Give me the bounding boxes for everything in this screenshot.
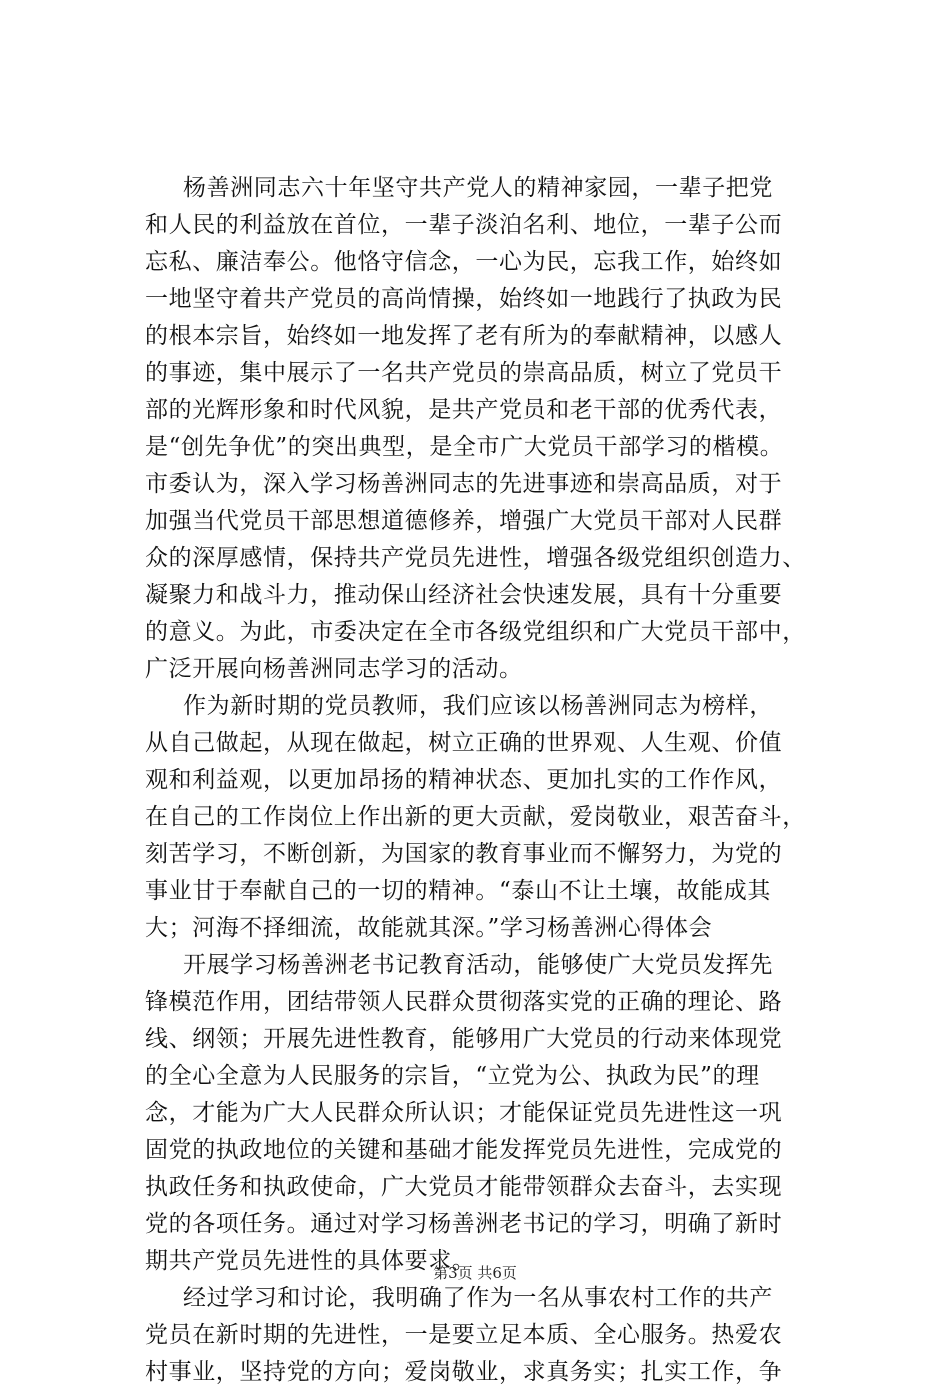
paragraph-line: 众的深厚感情，保持共产党员先进性，增强各级党组织创造力、 — [145, 545, 806, 571]
paragraph-line: 市委认为，深入学习杨善洲同志的先进事迹和崇高品质，对于 — [145, 471, 783, 497]
paragraph-line: 经过学习和讨论，我明确了作为一名从事农村工作的共产 — [183, 1285, 773, 1311]
paragraph-line: 加强当代党员干部思想道德修养，增强广大党员干部对人民群 — [145, 508, 783, 534]
paragraph-line: 党员在新时期的先进性，一是要立足本质、全心服务。热爱农 — [145, 1322, 783, 1348]
paragraph-line: 刻苦学习，不断创新，为国家的教育事业而不懈努力，为党的 — [145, 841, 783, 867]
paragraph-line: 的根本宗旨，始终如一地发挥了老有所为的奉献精神，以感人 — [145, 323, 783, 349]
paragraph-line: 凝聚力和战斗力，推动保山经济社会快速发展，具有十分重要 — [145, 582, 783, 608]
paragraph-line: 在自己的工作岗位上作出新的更大贡献，爱岗敬业，艰苦奋斗， — [145, 804, 806, 830]
paragraph-line: 的意义。为此，市委决定在全市各级党组织和广大党员干部中， — [145, 619, 806, 645]
paragraph-line: 和人民的利益放在首位，一辈子淡泊名利、地位，一辈子公而 — [145, 212, 783, 238]
paragraph-line: 观和利益观，以更加昂扬的精神状态、更加扎实的工作作风， — [145, 767, 783, 793]
document-body — [145, 170, 815, 1391]
paragraph-line: 的全心全意为人民服务的宗旨，“立党为公、执政为民”的理 — [145, 1063, 760, 1089]
paragraph-line: 党的各项任务。通过对学习杨善洲老书记的学习，明确了新时 — [145, 1211, 783, 1237]
paragraph-line: 是“创先争优”的突出典型，是全市广大党员干部学习的楷模。 — [145, 434, 784, 460]
paragraph-line: 杨善洲同志六十年坚守共产党人的精神家园，一辈子把党 — [183, 175, 773, 201]
paragraph-line: 作为新时期的党员教师，我们应该以杨善洲同志为榜样， — [183, 693, 773, 719]
page-number-footer: 第3页 共6页 — [433, 1264, 517, 1282]
paragraph-line: 部的光辉形象和时代风貌，是共产党员和老干部的优秀代表， — [145, 397, 783, 423]
paragraph-line: 大；河海不择细流，故能就其深。”学习杨善洲心得体会 — [145, 915, 713, 941]
paragraph-line: 线、纲领；开展先进性教育，能够用广大党员的行动来体现党 — [145, 1026, 783, 1052]
paragraph-line: 期共产党员先进性的具体要求。 — [145, 1248, 476, 1274]
paragraph-line: 广泛开展向杨善洲同志学习的活动。 — [145, 656, 523, 682]
paragraph-line: 从自己做起，从现在做起，树立正确的世界观、人生观、价值 — [145, 730, 783, 756]
paragraph-line: 执政任务和执政使命，广大党员才能带领群众去奋斗，去实现 — [145, 1174, 783, 1200]
paragraph-line: 忘私、廉洁奉公。他恪守信念，一心为民，忘我工作，始终如 — [145, 249, 783, 275]
paragraph-line: 一地坚守着共产党员的高尚情操，始终如一地践行了执政为民 — [145, 286, 783, 312]
paragraph-line: 念，才能为广大人民群众所认识；才能保证党员先进性这一巩 — [145, 1100, 783, 1126]
paragraph-line: 固党的执政地位的关键和基础才能发挥党员先进性，完成党的 — [145, 1137, 783, 1163]
paragraph-line: 的事迹，集中展示了一名共产党员的崇高品质，树立了党员干 — [145, 360, 783, 386]
paragraph-line: 事业甘于奉献自己的一切的精神。“泰山不让土壤，故能成其 — [145, 878, 771, 904]
paragraph-line: 村事业，坚持党的方向；爱岗敬业，求真务实；扎实工作，争 — [145, 1359, 783, 1385]
paragraph-line: 锋模范作用，团结带领人民群众贯彻落实党的正确的理论、路 — [145, 989, 783, 1015]
paragraph-line: 开展学习杨善洲老书记教育活动，能够使广大党员发挥先 — [183, 952, 773, 978]
